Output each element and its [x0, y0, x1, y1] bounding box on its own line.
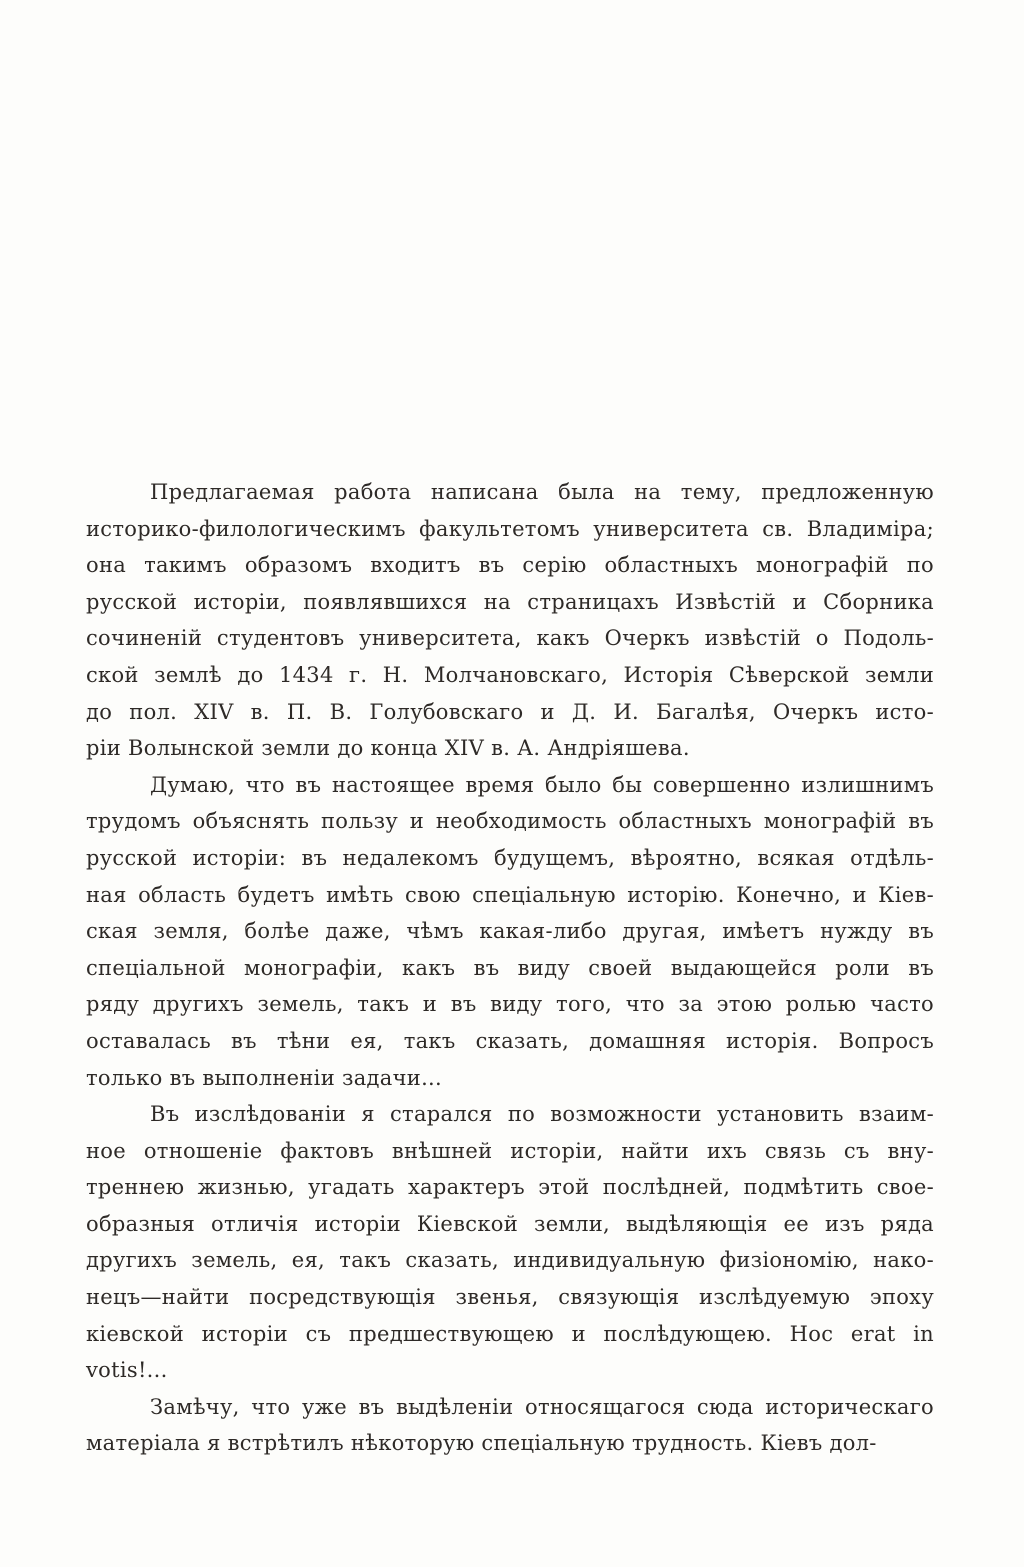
text-line: матеріала я встрѣтилъ нѣкоторую спеціальную трудность. Кіевъ дол-: [86, 1431, 877, 1456]
text-line: образныя отличія исторіи Кіевской земли, выдѣляющія ее изъ ряда: [86, 1211, 934, 1236]
paragraph-3: [86, 1096, 934, 1389]
text-line: Думаю, что въ настоящее время было бы совершенно излишнимъ: [150, 772, 934, 797]
text-line: ная область будетъ имѣть свою спеціальную исторію. Конечно, и Кіев-: [86, 882, 934, 907]
text-line: сочиненій студентовъ университета, какъ Очеркъ извѣстій о Подоль-: [86, 626, 934, 651]
page-text-block: [86, 474, 934, 1462]
text-line: Въ изслѣдованіи я старался по возможности установить взаим-: [150, 1102, 934, 1127]
text-line: только въ выполненіи задачи...: [86, 1065, 442, 1090]
text-line: ряду другихъ земель, такъ и въ виду того, что за этою ролью часто: [86, 992, 934, 1017]
text-line: ріи Волынской земли до конца XIV в. А. Андріяшева.: [86, 736, 690, 761]
paragraph-1: [86, 474, 934, 767]
text-line: votis!...: [86, 1358, 168, 1383]
text-line: русской исторіи: въ недалекомъ будущемъ, вѣроятно, всякая отдѣль-: [86, 845, 934, 870]
text-line: ное отношеніе фактовъ внѣшней исторіи, найти ихъ связь съ вну-: [86, 1138, 934, 1163]
text-line: оставалась въ тѣни ея, такъ сказать, домашняя исторія. Вопросъ: [86, 1028, 934, 1053]
text-line: историко-филологическимъ факультетомъ университета св. Владиміра;: [86, 516, 934, 541]
text-line: русской исторіи, появлявшихся на страницахъ Извѣстій и Сборника: [86, 589, 934, 614]
text-line: спеціальной монографіи, какъ въ виду своей выдающейся роли въ: [86, 955, 934, 980]
text-line: ская земля, болѣе даже, чѣмъ какая-либо другая, имѣетъ нужду въ: [86, 919, 934, 944]
text-line: треннею жизнью, угадать характеръ этой послѣдней, подмѣтить свое-: [86, 1175, 934, 1200]
paragraph-4: [86, 1389, 934, 1462]
text-line: Замѣчу, что уже въ выдѣленіи относящагося сюда историческаго: [150, 1394, 934, 1419]
text-line: кіевской исторіи съ предшествующею и послѣдующею. Hoc erat in: [86, 1321, 934, 1346]
text-line: трудомъ объяснять пользу и необходимость областныхъ монографій въ: [86, 809, 934, 834]
text-line: она такимъ образомъ входитъ въ серію областныхъ монографій по: [86, 553, 934, 578]
text-line: ской землѣ до 1434 г. Н. Молчановскаго, Исторія Сѣверской земли: [86, 662, 934, 687]
text-line: до пол. XIV в. П. В. Голубовскаго и Д. И. Багалѣя, Очеркъ исто-: [86, 699, 934, 724]
text-line: Предлагаемая работа написана была на тему, предложенную: [150, 480, 934, 504]
text-line: другихъ земель, ея, такъ сказать, индивидуальную физіономію, нако-: [86, 1248, 934, 1273]
text-line: нецъ—найти посредствующія звенья, связующія изслѣдуемую эпоху: [86, 1285, 934, 1310]
paragraph-2: [86, 767, 934, 1096]
